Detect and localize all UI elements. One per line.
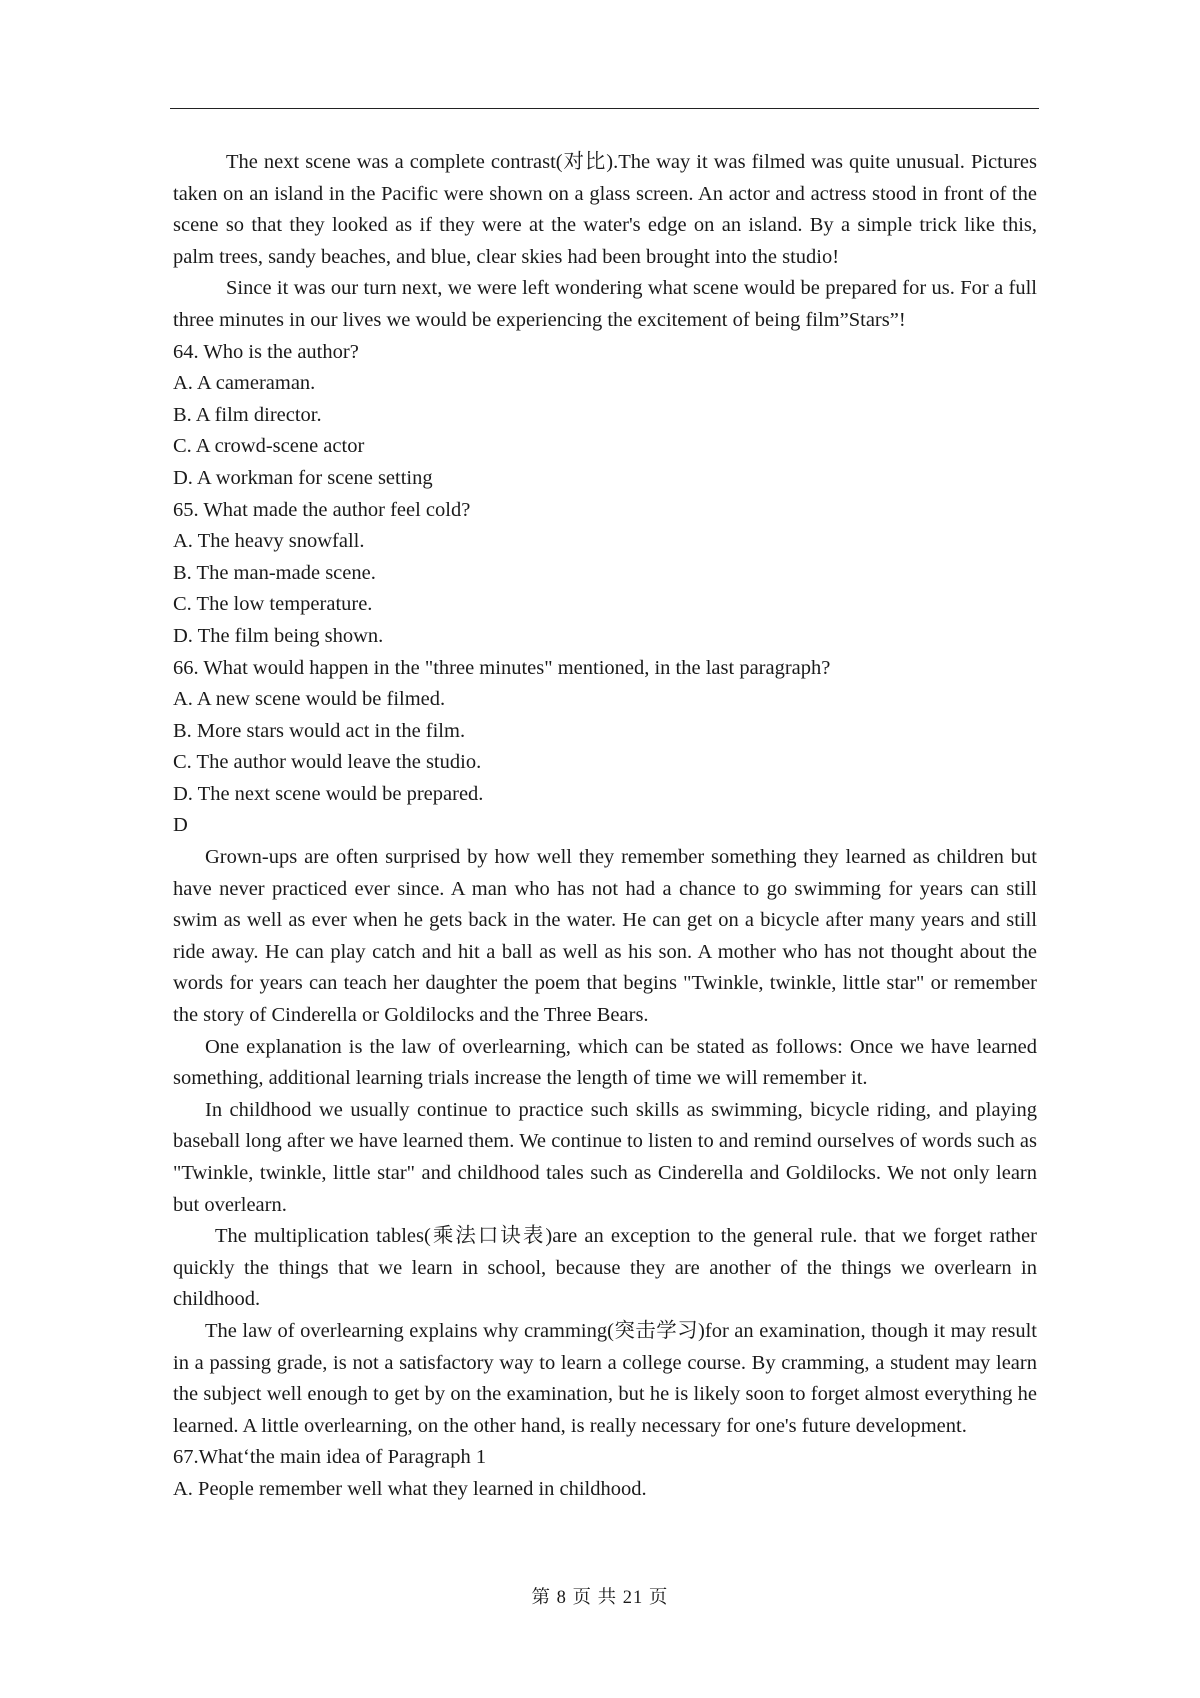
question-65-option-b: B. The man-made scene. — [173, 561, 376, 584]
question-64-option-c: C. A crowd-scene actor — [173, 435, 365, 458]
header-rule — [170, 108, 1039, 109]
question-65-option-c: C. The low temperature. — [173, 593, 373, 616]
question-67-stem: 67.What‘the main idea of Paragraph 1 — [173, 1446, 487, 1469]
question-65-stem: 65. What made the author feel cold? — [173, 498, 471, 521]
question-66-stem: 66. What would happen in the "three minutes" mentioned, in the last paragraph? — [173, 656, 831, 679]
question-65-option-a: A. The heavy snowfall. — [173, 530, 365, 553]
passage-d-paragraph: One explanation is the law of overlearning, which can be stated as follows: Once we have learned something, additional learning trials increase the length of time we will remember it. — [173, 1035, 1037, 1090]
passage-c-paragraph: The next scene was a complete contrast(对比).The way it was filmed was quite unusual. Pictures taken on an island in the Pacific were shown on a glass screen. An actor and actress stood in front of the scene so that they looked as if they were at the water's edge on an island. By a simple trick like this, palm trees, sandy beaches, and blue, clear skies had been brought into the studio! — [173, 151, 1037, 268]
question-65-option-d: D. The film being shown. — [173, 624, 384, 647]
passage-d-paragraph: The multiplication tables(乘法口诀表)are an exception to the general rule. that we forget rather quickly the things that we learn in school, because they are another of the things we overlearn in childhood. — [173, 1225, 1037, 1311]
question-66-option-a: A. A new scene would be filmed. — [173, 688, 446, 711]
passage-d-paragraph: Grown-ups are often surprised by how well they remember something they learned as children but have never practiced ever since. A man who has not had a chance to go swimming for years can still swim as well as ever when he gets back in the water. He can get on a bicycle after many years and still ride away. He can play catch and hit a ball as well as his son. A mother who has not thought about the words for years can teach her daughter the poem that begins "Twinkle, twinkle, little star" or remember the story of Cinderella or Goldilocks and the Three Bears. — [173, 846, 1037, 1027]
passage-d-paragraph: In childhood we usually continue to practice such skills as swimming, bicycle riding, and playing baseball long after we have learned them. We continue to listen to and remind ourselves of words such as "Twinkle, twinkle, little star" and childhood tales such as Cinderella and Goldilocks. We not only learn but overlearn. — [173, 1098, 1037, 1216]
question-64-stem: 64. Who is the author? — [173, 340, 359, 363]
passage-d-paragraph: The law of overlearning explains why cramming(突击学习)for an examination, though it may result in a passing grade, is not a satisfactory way to learn a college course. By cramming, a student may learn the subject well enough to get by on the examination, but he is likely soon to forget almost everything he learned. A little overlearning, on the other hand, is really necessary for one's future development. — [173, 1319, 1037, 1437]
question-64-option-a: A. A cameraman. — [173, 372, 316, 395]
question-64-option-d: D. A workman for scene setting — [173, 466, 433, 489]
page-footer: 第 8 页 共 21 页 — [531, 1588, 669, 1608]
page-content — [173, 147, 1037, 1506]
question-66-option-c: C. The author would leave the studio. — [173, 751, 482, 774]
question-67-option-a: A. People remember well what they learned in childhood. — [173, 1477, 647, 1500]
question-66-option-b: B. More stars would act in the film. — [173, 719, 466, 742]
passage-d-label: D — [173, 814, 188, 837]
passage-c-paragraph: Since it was our turn next, we were left wondering what scene would be prepared for us. For a full three minutes in our lives we would be experiencing the excitement of being film”Stars”! — [173, 277, 1037, 331]
question-64-option-b: B. A film director. — [173, 403, 322, 426]
question-66-option-d: D. The next scene would be prepared. — [173, 782, 484, 805]
